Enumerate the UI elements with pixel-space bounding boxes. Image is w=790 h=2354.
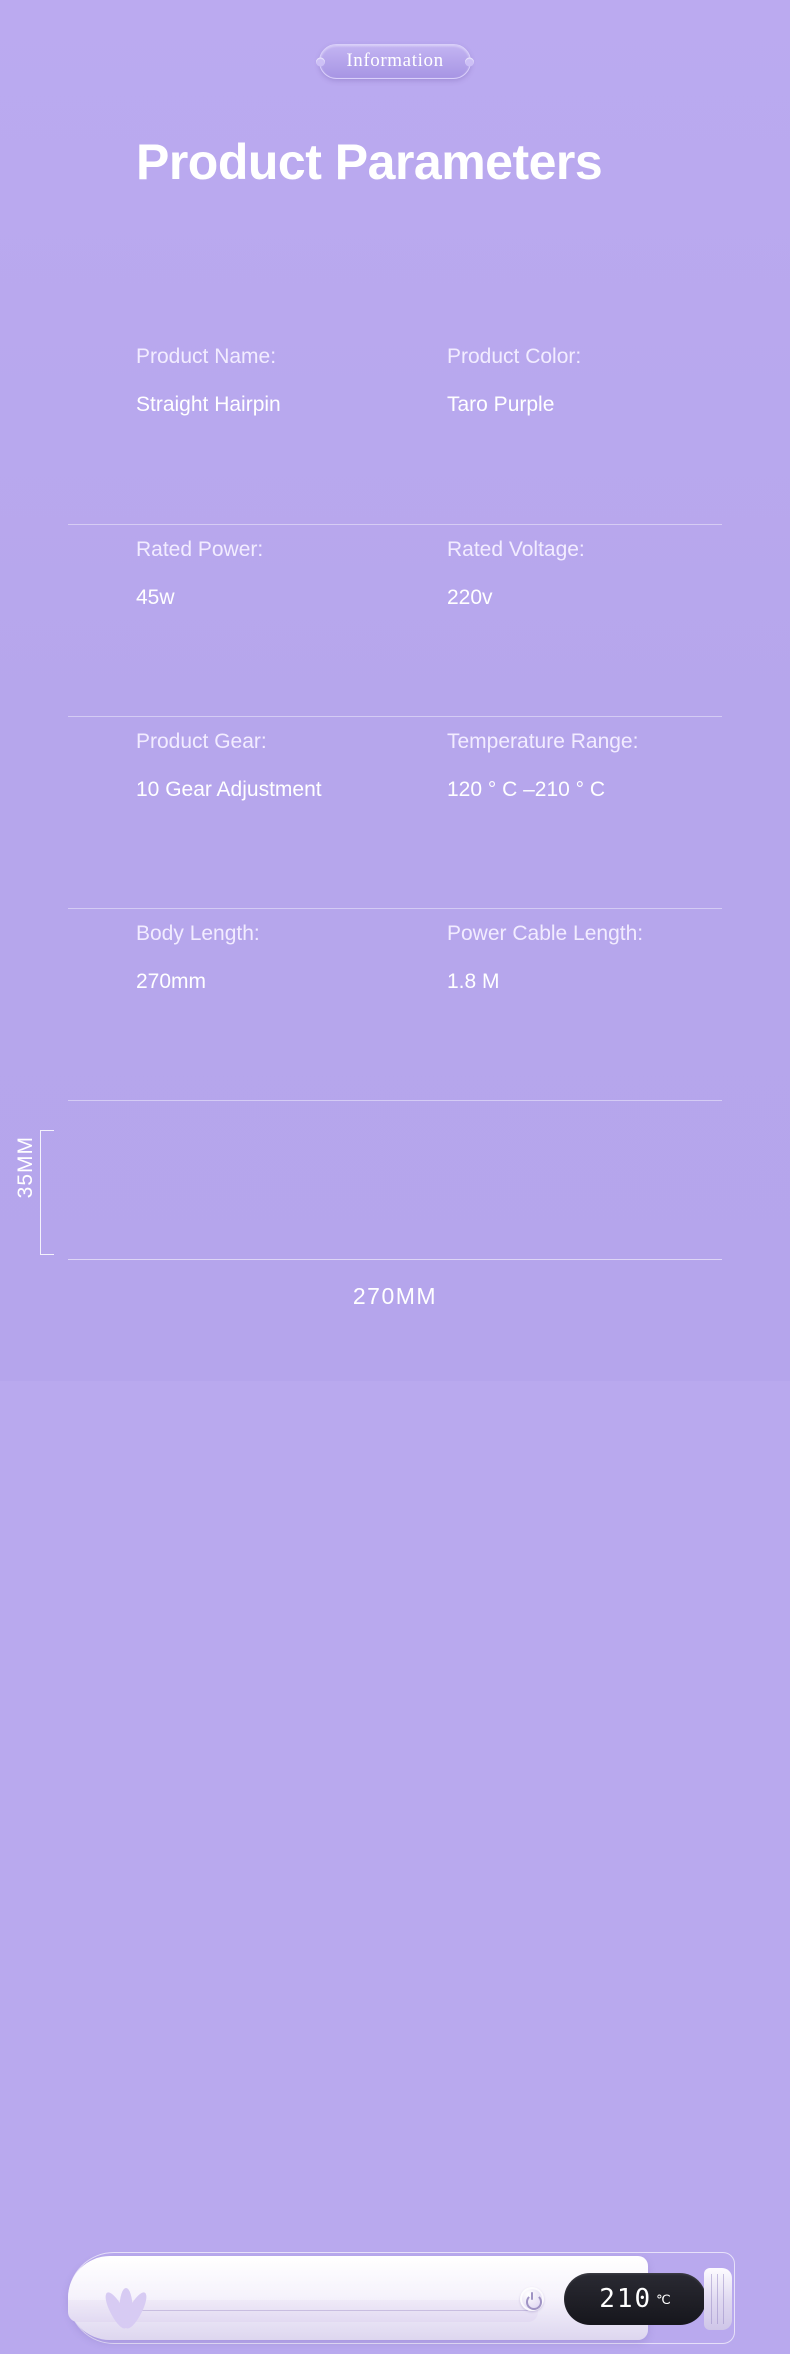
hair-straightener-device: [68, 2244, 735, 2354]
brand-leaf-icon: [106, 2288, 146, 2332]
spec-table: [68, 332, 722, 1101]
spec-label: Rated Voltage:: [447, 538, 585, 561]
spec-row: [68, 332, 722, 524]
spec-table-bottom-divider: [68, 1100, 722, 1101]
spec-row: [68, 524, 722, 716]
spec-label: Body Length:: [136, 922, 260, 945]
spec-cell-rated-voltage: [447, 539, 585, 608]
spec-value: Straight Hairpin: [136, 393, 281, 416]
temperature-display: [564, 2273, 706, 2325]
spec-cell-power-cable-length: [447, 923, 643, 992]
temperature-value: 210: [599, 2284, 653, 2314]
power-bar-icon: [531, 2292, 533, 2300]
spec-value: 270mm: [136, 970, 207, 993]
width-measure-rule: [68, 1259, 722, 1260]
spec-value: Taro Purple: [447, 393, 555, 416]
spec-cell-product-color: [447, 346, 581, 415]
spec-label: Rated Power:: [136, 538, 264, 561]
device-body: [68, 2256, 648, 2340]
temperature-unit: ℃: [656, 2291, 671, 2307]
badge-right-dot-icon: [465, 57, 474, 66]
spec-cell-product-name: [136, 346, 281, 415]
spec-cell-temperature-range: [447, 731, 638, 800]
spec-value: 45w: [136, 586, 175, 609]
spec-value: 220v: [447, 586, 493, 609]
product-illustration: [0, 1108, 790, 2314]
spec-value: 10 Gear Adjustment: [136, 778, 322, 801]
cap-ridge-icon: [711, 2274, 712, 2324]
spec-row: [68, 716, 722, 908]
information-badge-container: [0, 44, 790, 79]
spec-cell-product-gear: [136, 731, 322, 800]
page-title: Product Parameters: [136, 134, 603, 190]
spec-label: Power Cable Length:: [447, 922, 644, 945]
cap-ridge-icon: [723, 2274, 724, 2324]
cap-ridge-icon: [717, 2274, 718, 2324]
spec-label: Product Color:: [447, 345, 582, 368]
spec-cell-rated-power: [136, 539, 263, 608]
badge-left-dot-icon: [316, 57, 325, 66]
spec-value: 1.8 M: [447, 970, 500, 993]
device-end-cap: [704, 2268, 732, 2330]
spec-cell-body-length: [136, 923, 260, 992]
information-badge: [319, 44, 470, 79]
device-width-label: 270MM: [352, 1283, 438, 1309]
spec-value: 120 ° C –210 ° C: [447, 778, 606, 801]
spec-label: Product Name:: [136, 345, 277, 368]
spec-label: Temperature Range:: [447, 730, 639, 753]
spec-label: Product Gear:: [136, 730, 267, 753]
device-height-label: 35MM: [14, 1136, 37, 1199]
information-badge-label: Information: [346, 50, 444, 71]
power-ring-icon: [526, 2294, 542, 2310]
spec-row: [68, 908, 722, 1100]
power-button[interactable]: [520, 2287, 544, 2311]
device-hinge-line: [128, 2310, 528, 2311]
